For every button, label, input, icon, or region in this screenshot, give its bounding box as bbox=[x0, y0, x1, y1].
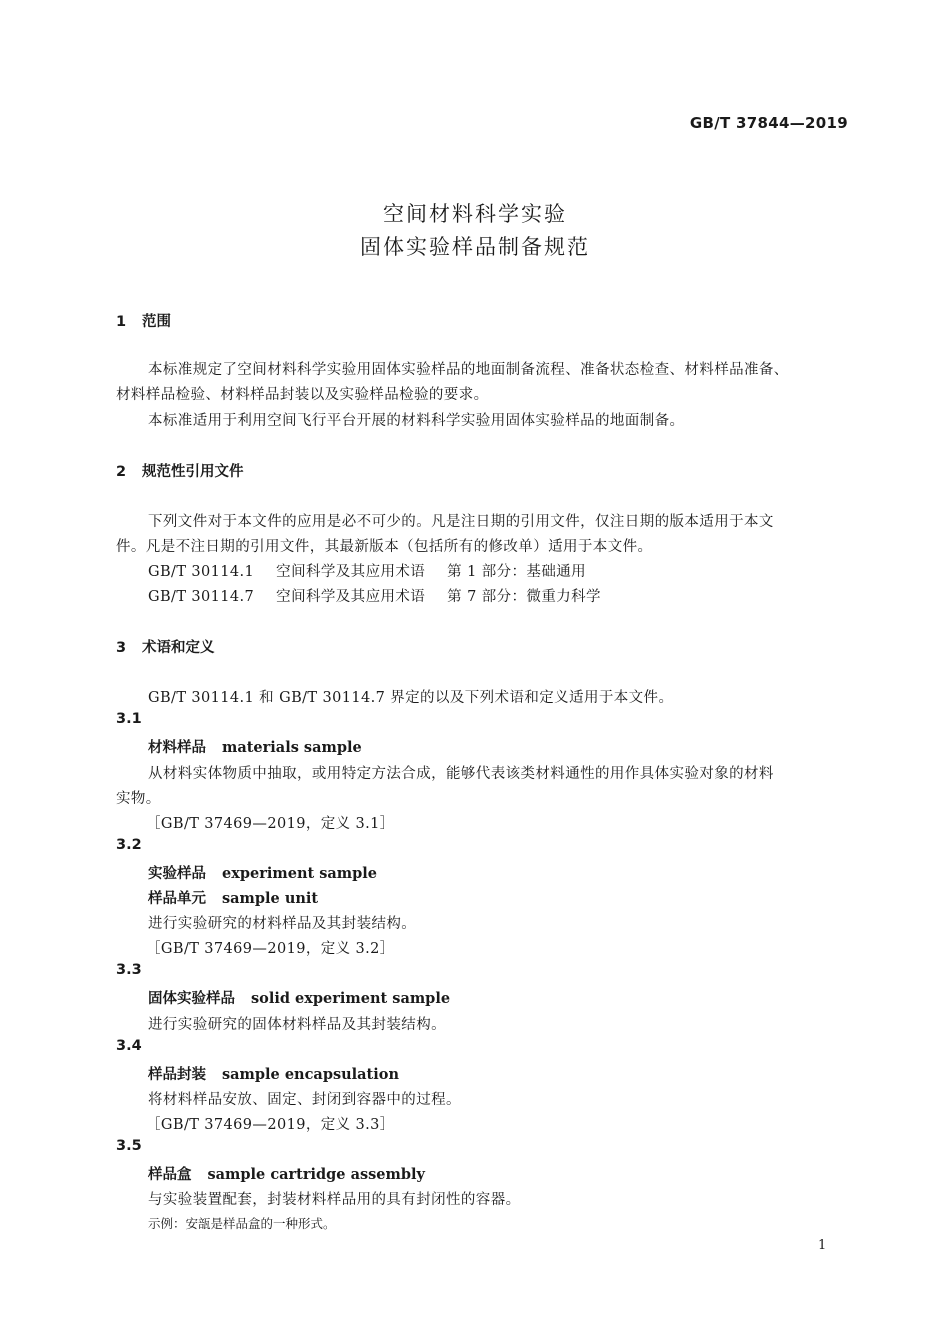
section-3-number: 3 bbox=[116, 640, 127, 656]
term-definition-line-1: 从材料实体物质中抽取，或用特定方法合成，能够代表该类材料通性的用作具体实验对象的材料 bbox=[148, 766, 774, 782]
term-en: sample encapsulation bbox=[222, 1066, 399, 1083]
term-name bbox=[148, 1163, 425, 1184]
document-title-line-2: 固体实验样品制备规范 bbox=[360, 235, 590, 259]
document-title-line-1: 空间材料科学实验 bbox=[383, 202, 567, 226]
term-number: 3.3 bbox=[116, 962, 142, 978]
term-en: solid experiment sample bbox=[251, 990, 451, 1007]
term-alt-zh: 样品单元 bbox=[148, 891, 206, 907]
reference-title: 空间科学及其应用术语 bbox=[276, 564, 426, 580]
section-1-para-2: 本标准适用于利用空间飞行平台开展的材料科学实验用固体实验样品的地面制备。 bbox=[148, 413, 685, 429]
term-definition: 进行实验研究的固体材料样品及其封装结构。 bbox=[148, 1017, 446, 1033]
term-number: 3.2 bbox=[116, 837, 142, 853]
standard-number: GB/T 37844—2019 bbox=[689, 114, 848, 132]
section-1-title: 范围 bbox=[142, 314, 171, 330]
term-note: 示例：安瓿是样品盒的一种形式。 bbox=[148, 1216, 336, 1231]
term-definition: 与实验装置配套，封装材料样品用的具有封闭性的容器。 bbox=[148, 1192, 521, 1208]
term-zh: 材料样品 bbox=[148, 740, 206, 756]
term-name bbox=[148, 987, 450, 1008]
section-1-number: 1 bbox=[116, 314, 127, 330]
section-2-heading bbox=[116, 460, 244, 481]
section-3-intro: GB/T 30114.1 和 GB/T 30114.7 界定的以及下列术语和定义适用于本文件。 bbox=[148, 690, 674, 706]
section-2-para-line-1: 下列文件对于本文件的应用是必不可少的。凡是注日期的引用文件，仅注日期的版本适用于本文 bbox=[148, 514, 774, 530]
term-name bbox=[148, 736, 362, 757]
reference-part: 第 7 部分：微重力科学 bbox=[447, 589, 601, 605]
page-number: 1 bbox=[818, 1238, 827, 1253]
term-en: materials sample bbox=[222, 739, 362, 756]
term-number: 3.4 bbox=[116, 1038, 142, 1054]
reference-code: GB/T 30114.7 bbox=[148, 589, 255, 605]
section-2-para-line-2: 件。凡是不注日期的引用文件，其最新版本（包括所有的修改单）适用于本文件。 bbox=[116, 539, 653, 555]
term-source: ［GB/T 37469—2019，定义 3.1］ bbox=[146, 816, 395, 832]
section-1-para-1-line-1: 本标准规定了空间材料科学实验用固体实验样品的地面制备流程、准备状态检查、材料样品准备、 bbox=[148, 362, 789, 378]
reference-item bbox=[148, 560, 586, 581]
section-1-para-1-line-2: 材料样品检验、材料样品封装以及实验样品检验的要求。 bbox=[116, 387, 489, 403]
term-zh: 样品封装 bbox=[148, 1067, 206, 1083]
term-alt-name bbox=[148, 887, 318, 908]
term-source: ［GB/T 37469—2019，定义 3.2］ bbox=[146, 941, 395, 957]
section-1-heading bbox=[116, 310, 171, 331]
section-3-heading bbox=[116, 636, 215, 657]
term-en: experiment sample bbox=[222, 865, 378, 882]
reference-part: 第 1 部分：基础通用 bbox=[447, 564, 587, 580]
term-definition: 将材料样品安放、固定、封闭到容器中的过程。 bbox=[148, 1092, 461, 1108]
term-number: 3.1 bbox=[116, 711, 142, 727]
section-2-number: 2 bbox=[116, 464, 127, 480]
term-number: 3.5 bbox=[116, 1138, 142, 1154]
term-source: ［GB/T 37469—2019，定义 3.3］ bbox=[146, 1117, 395, 1133]
term-definition: 进行实验研究的材料样品及其封装结构。 bbox=[148, 916, 417, 932]
term-zh: 样品盒 bbox=[148, 1167, 192, 1183]
term-en: sample cartridge assembly bbox=[207, 1166, 425, 1183]
reference-item bbox=[148, 585, 601, 606]
term-name bbox=[148, 1063, 399, 1084]
section-2-title: 规范性引用文件 bbox=[142, 464, 244, 480]
reference-title: 空间科学及其应用术语 bbox=[276, 589, 426, 605]
reference-code: GB/T 30114.1 bbox=[148, 564, 255, 580]
section-3-title: 术语和定义 bbox=[142, 640, 215, 656]
term-zh: 实验样品 bbox=[148, 866, 206, 882]
term-alt-en: sample unit bbox=[222, 890, 319, 907]
term-name bbox=[148, 862, 377, 883]
term-definition-line-2: 实物。 bbox=[116, 791, 161, 807]
term-zh: 固体实验样品 bbox=[148, 991, 235, 1007]
